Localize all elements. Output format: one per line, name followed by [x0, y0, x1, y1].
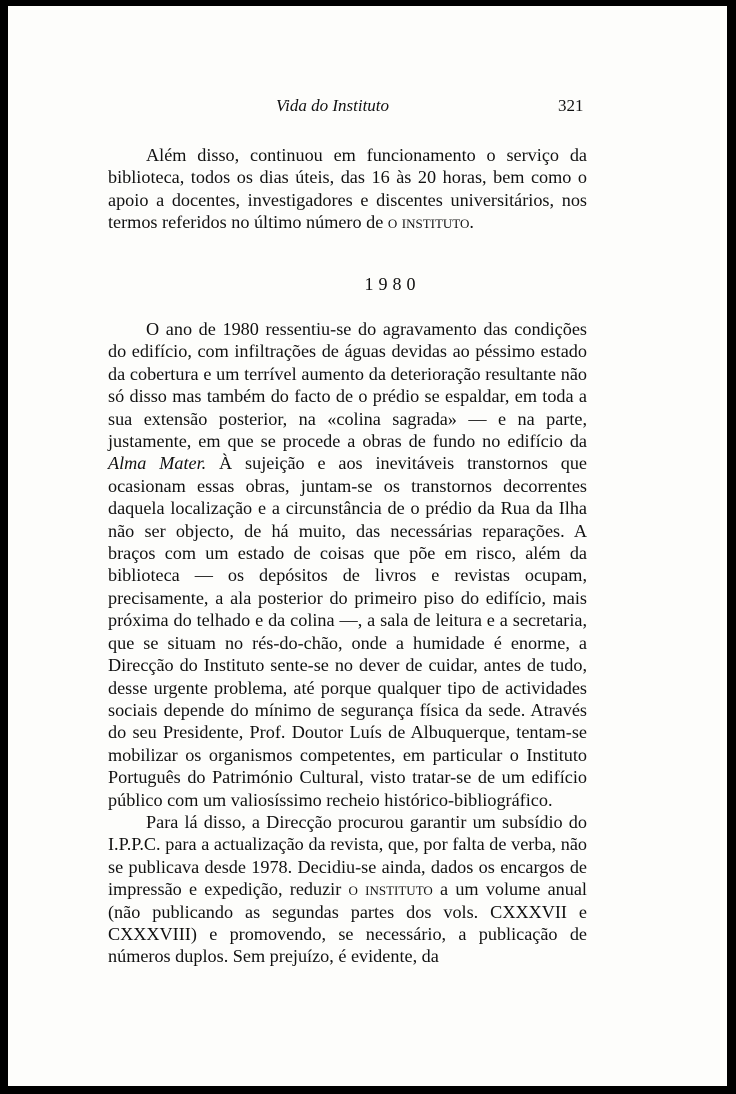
- paragraph-1-end: .: [469, 212, 474, 233]
- paragraph-3-text: Para lá disso, a Direcção procurou garantir um subsídio do I.P.P.C. para a actualização da revista, que, por falta de verba, não se publicava desde 1978. Decidiu-se ainda, dados os encargos de impressão e expedição, reduzir: [108, 811, 587, 900]
- paragraph-1-block: [108, 144, 587, 234]
- running-title: Vida do Instituto: [276, 96, 390, 115]
- paragraph-3-rest: a um volume anual (não publicando as segundas partes dos vols. CXXXVII e CXXXVIII) e promovendo, se necessário, a publicação de números duplos. Sem prejuízo, é evidente, da: [108, 879, 587, 967]
- section-heading: 1980: [364, 274, 421, 294]
- page-header: [8, 96, 727, 120]
- paragraph-2-rest: À sujeição e aos inevitáveis transtornos que ocasionam essas obras, juntam-se os transtornos decorrentes daquela localização e a circunstância de o prédio da Rua da Ilha não ser objecto, de há muito, das necessárias reparações. A braços com um estado de coisas que põe em risco, além da biblioteca — os depósitos de livros e revistas ocupam, precisamente, a ala posterior do primeiro piso do edifício, mais próxima do telhado e da colina —, a sala de leitura e a secretaria, que se situam no rés-do-chão, onde a humidade é enorme, a Direcção do Instituto sente-se no dever de cuidar, antes de tudo, desse urgente problema, até porque qualquer tipo de actividades sociais depende do mínimo de segurança física da sede. Através do seu Presidente, Prof. Doutor Luís de Albuquerque, tentam-se mobilizar os organismos competentes, em particular o Instituto Português do Património Cultural, visto tratar-se de um edifício público com um valiosíssimo recheio histórico-bibliográfico.: [108, 453, 587, 810]
- paragraph-1-text: Além disso, continuou em funcionamento o serviço da biblioteca, todos os dias úteis, das 16 às 20 horas, bem como o apoio a docentes, investigadores e discentes universitários, nos termos referidos no último número de: [108, 145, 587, 233]
- alma-mater-italic: Alma Mater.: [108, 453, 207, 474]
- document-page: [8, 6, 727, 1086]
- journal-name: o instituto: [387, 212, 470, 233]
- page-number: 321: [558, 96, 584, 115]
- paragraph-2: [108, 318, 587, 811]
- paragraph-1: [108, 144, 587, 234]
- body-text-block: [108, 318, 587, 968]
- journal-name: o instituto: [348, 879, 433, 900]
- paragraph-2-text: O ano de 1980 ressentiu-se do agravamento das condições do edifício, com infiltrações de águas devidas ao péssimo estado da cobertura e um terrível aumento da deterioração resultante não só disso mas também do facto de o prédio se espaldar, em toda a sua extensão posterior, na «colina sagrada» — e na parte, justamente, em que se procede a obras de fundo no edifício da: [108, 319, 587, 452]
- paragraph-3: [108, 811, 587, 968]
